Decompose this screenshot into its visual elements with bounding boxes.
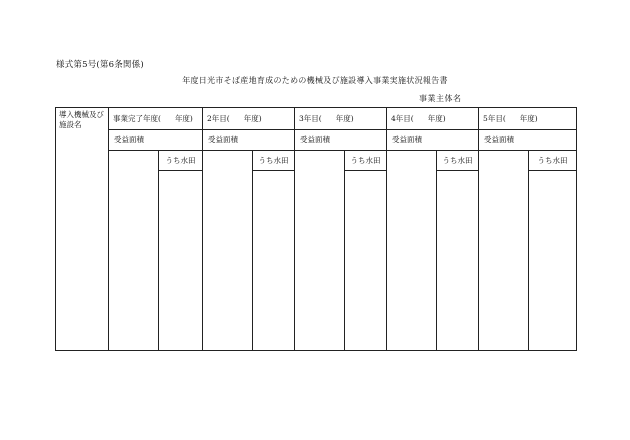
benefit-area-header: 受益面積 [479,130,577,151]
paddy-header: うち水田 [159,151,203,171]
benefit-area-cell[interactable] [479,151,529,351]
benefit-area-header: 受益面積 [203,130,295,151]
paddy-cell[interactable] [529,171,577,351]
paddy-cell[interactable] [159,171,203,351]
paddy-header: うち水田 [437,151,479,171]
paddy-header: うち水田 [253,151,295,171]
period-header-year-5: 5年目( 年度) [479,108,577,130]
period-header-year-2: 2年目( 年度) [203,108,295,130]
report-table [55,107,577,351]
benefit-area-cell[interactable] [203,151,253,351]
benefit-area-cell[interactable] [295,151,345,351]
equipment-facility-header: 導入機械及び施設名 [56,108,109,351]
paddy-cell[interactable] [253,171,295,351]
entity-name-label: 事業主体名 [419,94,462,103]
benefit-area-header: 受益面積 [109,130,203,151]
period-header-year-4: 4年目( 年度) [387,108,479,130]
paddy-header: うち水田 [345,151,387,171]
benefit-area-header: 受益面積 [295,130,387,151]
paddy-cell[interactable] [345,171,387,351]
benefit-area-header: 受益面積 [387,130,479,151]
period-header-year-3: 3年目( 年度) [295,108,387,130]
document-title: 年度日光市そば産地育成のための機械及び施設導入事業実施状況報告書 [182,76,448,85]
benefit-area-cell[interactable] [387,151,437,351]
period-header-completion-year: 事業完了年度( 年度) [109,108,203,130]
paddy-cell[interactable] [437,171,479,351]
benefit-area-cell[interactable] [109,151,159,351]
form-number: 様式第5号(第6条関係) [56,60,144,70]
paddy-header: うち水田 [529,151,577,171]
